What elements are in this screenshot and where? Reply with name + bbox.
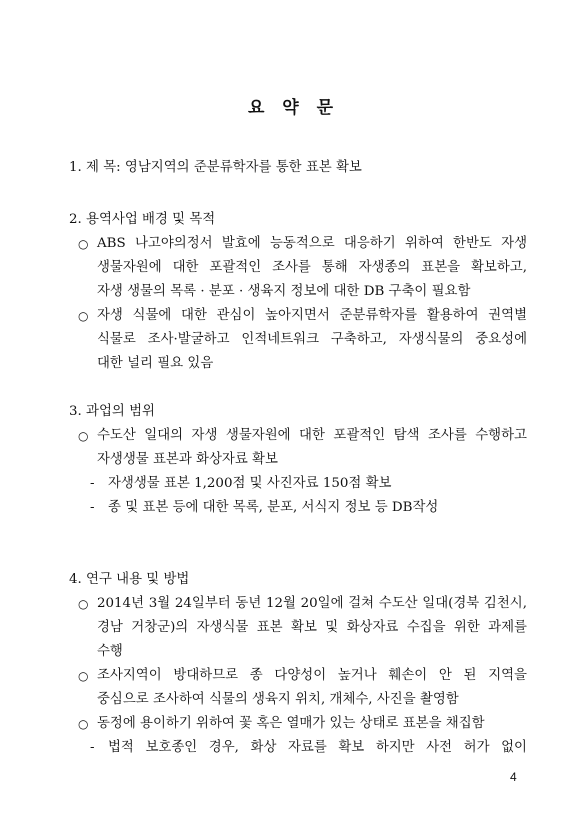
- section-4-dash-1-marker: -: [90, 740, 95, 755]
- section-2-bullet-1-marker: ○: [78, 237, 89, 251]
- section-4-bullet-1-line-3: 수행: [97, 644, 123, 659]
- section-2-bullet-1-line-3: 자생 생물의 목록 · 분포 · 생육지 정보에 대한 DB 구축이 필요함: [97, 284, 471, 299]
- section-2-bullet-2-line-1: 자생 식물에 대한 관심이 높아지면서 준분류학자를 활용하여 권역별: [97, 308, 527, 323]
- section-2-heading: 2. 용역사업 배경 및 목적: [69, 212, 216, 227]
- section-3-dash-2-marker: -: [90, 500, 95, 515]
- page-title: 요 약 문: [247, 98, 340, 118]
- section-2-bullet-2-line-3: 대한 널리 필요 있음: [97, 356, 214, 371]
- section-3-dash-1-text: 자생생물 표본 1,200점 및 사진자료 150점 확보: [108, 476, 392, 491]
- section-4-heading: 4. 연구 내용 및 방법: [69, 572, 190, 587]
- section-4-bullet-1-line-2: 경남 거창군)의 자생식물 표본 확보 및 화상자료 수집을 위한 과제를: [97, 620, 527, 635]
- section-1-heading: 1. 제 목: 영남지역의 준분류학자를 통한 표본 확보: [69, 160, 362, 175]
- section-4-bullet-1-marker: ○: [78, 597, 89, 611]
- section-2-bullet-1-line-2: 생물자원에 대한 포괄적인 조사를 통해 자생종의 표본을 확보하고,: [97, 260, 527, 275]
- section-4-bullet-2-marker: ○: [78, 669, 89, 683]
- section-4-dash-1-text: 법적 보호종인 경우, 화상 자료를 확보 하지만 사전 허가 없이: [108, 740, 527, 755]
- section-2-bullet-2-marker: ○: [78, 309, 89, 323]
- page-number: 4: [510, 770, 517, 784]
- section-4-bullet-1-line-1: 2014년 3월 24일부터 동년 12월 20일에 걸쳐 수도산 일대(경북 김천시,: [97, 596, 527, 611]
- section-3-heading: 3. 과업의 범위: [69, 404, 155, 419]
- section-3-dash-1-marker: -: [90, 476, 95, 491]
- section-4-bullet-2-line-2: 중심으로 조사하여 식물의 생육지 위치, 개체수, 사진을 촬영함: [97, 692, 459, 707]
- section-4-bullet-2-line-1: 조사지역이 방대하므로 종 다양성이 높거나 훼손이 안 된 지역을: [97, 668, 527, 683]
- section-2-bullet-2-line-2: 식물로 조사·발굴하고 인적네트워크 구축하고, 자생식물의 중요성에: [97, 332, 527, 347]
- section-3-bullet-1-marker: ○: [78, 429, 89, 443]
- section-4-bullet-3-marker: ○: [78, 717, 89, 731]
- section-3-bullet-1-line-1: 수도산 일대의 자생 생물자원에 대한 포괄적인 탐색 조사를 수행하고: [97, 428, 527, 443]
- section-4-bullet-3-line-1: 동정에 용이하기 위하여 꽃 혹은 열매가 있는 상태로 표본을 채집함: [97, 716, 485, 731]
- section-2-bullet-1-line-1: ABS 나고야의정서 발효에 능동적으로 대응하기 위하여 한반도 자생: [97, 236, 527, 251]
- section-3-dash-2-text: 종 및 표본 등에 대한 목록, 분포, 서식지 정보 등 DB작성: [108, 500, 439, 515]
- section-3-bullet-1-line-2: 자생생물 표본과 화상자료 확보: [97, 452, 278, 467]
